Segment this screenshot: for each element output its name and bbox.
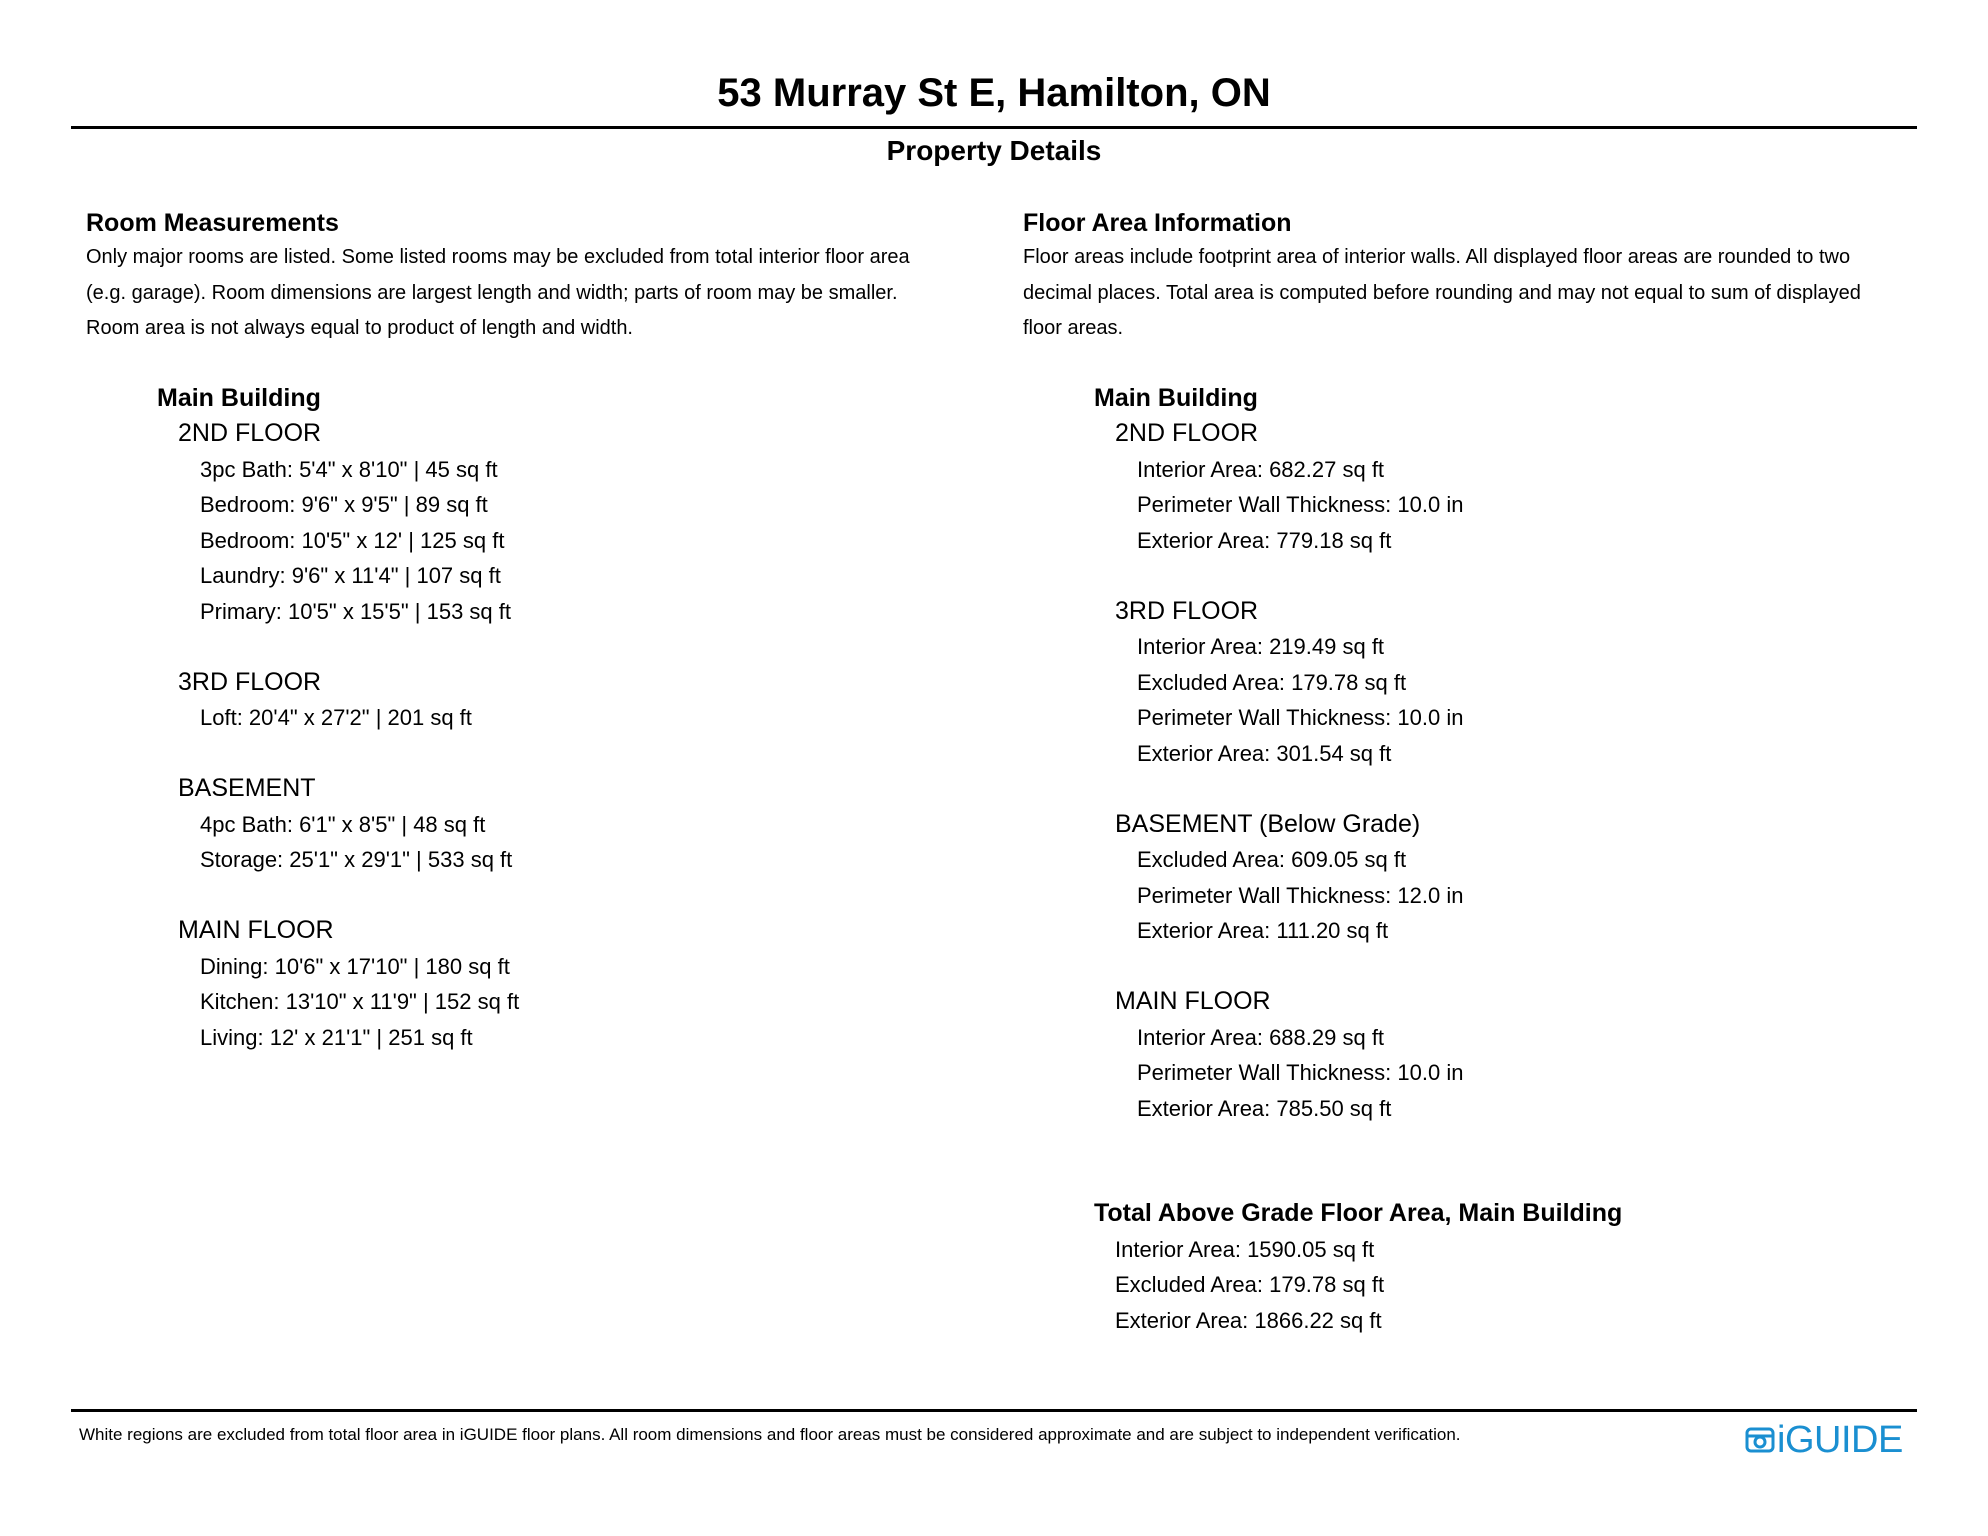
floor-area-tree [1094,381,1923,1339]
building-name: Main Building [1094,383,1258,412]
description-line: floor areas. [1023,317,1124,339]
room-item: 4pc Bath: 6'1" x 8'5" | 48 sq ft [200,811,486,837]
area-item: Interior Area: 682.27 sq ft [1137,456,1385,482]
floor-block [1115,807,1923,949]
floor-block [1115,594,1923,772]
total-area-item: Exterior Area: 1866.22 sq ft [1115,1307,1382,1333]
room-item: Primary: 10'5" x 15'5" | 153 sq ft [200,598,511,624]
floor-name: MAIN FLOOR [178,916,334,944]
floor-block [178,913,986,1055]
total-area-item: Interior Area: 1590.05 sq ft [1115,1236,1375,1262]
room-item: Bedroom: 9'6" x 9'5" | 89 sq ft [200,492,488,517]
area-item: Excluded Area: 179.78 sq ft [1137,669,1407,695]
floor-area-heading: Floor Area Information [1023,209,1292,237]
area-item: Exterior Area: 301.54 sq ft [1137,740,1392,766]
floor-block [178,771,986,878]
total-area-heading: Total Above Grade Floor Area, Main Building [1094,1199,1623,1227]
floor-block [178,665,986,736]
area-item: Interior Area: 688.29 sq ft [1137,1024,1385,1050]
area-item: Perimeter Wall Thickness: 10.0 in [1137,1060,1464,1085]
floor-block [1115,416,1923,558]
total-area-block [1094,1196,1923,1338]
room-item: Dining: 10'6" x 17'10" | 180 sq ft [200,953,510,979]
room-item: Storage: 25'1" x 29'1" | 533 sq ft [200,847,513,872]
area-item: Exterior Area: 111.20 sq ft [1137,918,1389,943]
total-area-items [1115,1232,1923,1339]
floor-name: 3RD FLOOR [178,667,322,696]
description-line: Room area is not always equal to product of length and width. [86,317,633,339]
camera-icon [1745,1425,1775,1455]
floor-name: 2ND FLOOR [1115,419,1259,447]
floor-area-description [1023,240,1923,347]
building-name: Main Building [157,383,321,412]
footer-divider [71,1409,1917,1412]
header-divider [71,126,1917,129]
description-line: Only major rooms are listed. Some listed rooms may be excluded from total interior floor area [86,246,910,268]
total-area-item: Excluded Area: 179.78 sq ft [1115,1272,1385,1297]
floor-name: MAIN FLOOR [1115,987,1271,1015]
room-item: Bedroom: 10'5" x 12' | 125 sq ft [200,527,505,553]
page-title: 53 Murray St E, Hamilton, ON [717,71,1271,115]
area-item: Perimeter Wall Thickness: 10.0 in [1137,705,1464,730]
area-item: Exterior Area: 785.50 sq ft [1137,1095,1392,1121]
footer-disclaimer: White regions are excluded from total floor area in iGUIDE floor plans. All room dimensions and floor areas must be considered approximate and are subject to independent verification. [79,1425,1461,1444]
floor-area-section [1023,208,1923,1338]
logo-text: iGUIDE [1777,1419,1903,1461]
room-measurements-section [86,208,986,1091]
room-measurements-description [86,240,986,347]
floor-block [178,416,986,629]
floor-name: 2ND FLOOR [178,419,322,447]
description-line: Floor areas include footprint area of interior walls. All displayed floor areas are rounded to two [1023,246,1851,268]
area-item: Interior Area: 219.49 sq ft [1137,634,1385,659]
area-item: Excluded Area: 609.05 sq ft [1137,847,1407,872]
iguide-logo [1745,1420,1903,1460]
area-item: Perimeter Wall Thickness: 12.0 in [1137,882,1464,908]
room-item: 3pc Bath: 5'4" x 8'10" | 45 sq ft [200,456,498,482]
area-item: Perimeter Wall Thickness: 10.0 in [1137,492,1464,517]
page-subtitle: Property Details [886,135,1102,166]
area-item: Exterior Area: 779.18 sq ft [1137,527,1392,553]
room-item: Laundry: 9'6" x 11'4" | 107 sq ft [200,563,501,588]
room-item: Living: 12' x 21'1" | 251 sq ft [200,1024,473,1050]
floor-name: BASEMENT (Below Grade) [1115,809,1421,838]
description-line: decimal places. Total area is computed before rounding and may not equal to sum of displayed [1023,281,1861,304]
floor-name: 3RD FLOOR [1115,596,1259,625]
room-tree [157,381,986,1056]
floor-block [1115,984,1923,1126]
floor-name: BASEMENT [178,774,316,802]
description-line: (e.g. garage). Room dimensions are largest length and width; parts of room may be smaller. [86,281,898,304]
room-measurements-heading: Room Measurements [86,209,339,237]
room-item: Loft: 20'4" x 27'2" | 201 sq ft [200,705,472,730]
room-item: Kitchen: 13'10" x 11'9" | 152 sq ft [200,989,520,1014]
